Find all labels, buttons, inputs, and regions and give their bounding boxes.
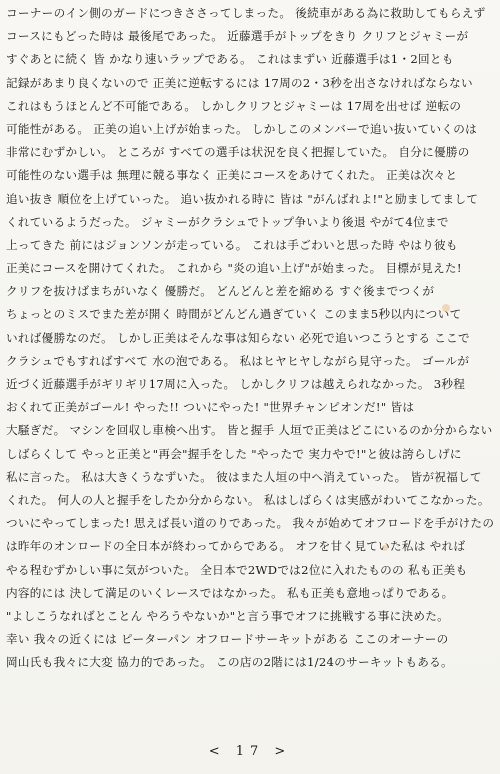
text-line: 追い抜き 順位を上げていった。 追い抜かれる時に 皆は "がんばれよ!"と励ましてまして: [6, 191, 479, 206]
text-line: 非常にむずかしい。 ところが すべての選手は状況を良く把握していた。 自分に優勝の: [6, 145, 470, 160]
text-line: これはもうほとんど不可能である。 しかしクリフとジャミーは 17周を出せば 逆転の: [6, 98, 462, 113]
text-line: 近づく近藤選手がギリギリ17周に入った。 しかしクリフは越えられなかった。 3秒程: [6, 377, 466, 391]
text-line: クラシュでもすればすべて 水の泡である。 私はヒヤヒヤしながら見守った。 ゴールが: [6, 353, 470, 368]
text-line: しばらくして やっと正美と"再会"握手をした "やったで 実力やで!"と彼は誇らしげに: [6, 446, 462, 461]
text-line: 可能性のない選手は 無理に競る事なく 正美にコースをあけてくれた。 正美は次々と: [6, 168, 458, 183]
text-line: クリフを抜けばまちがいなく 優勝だ。 どんどんと差を縮める すぐ後までつくが: [6, 284, 435, 299]
text-line: 幸い 我々の近くには ピーターパン オフロードサーキットがある ここのオーナーの: [6, 632, 449, 647]
text-line: コースにもどった時は 最後尾であった。 近藤選手がトップをきり クリフとジャミーが: [6, 29, 469, 44]
body-text: [6, 2, 496, 674]
text-line: くれた。 何人の人と握手をしたか分からない。 私はしばらくは実感がわいてこなかった。: [6, 492, 490, 507]
page-number: < 17 >: [208, 744, 292, 759]
text-line: 記録があまり良くないので 正美に逆転するには 17周の2・3秒を出さなければならない: [6, 75, 473, 90]
text-line: 岡山氏も我々に大変 協力的であった。 この店の2階には1/24のサーキットもある。: [6, 655, 453, 670]
text-line: くれているようだった。 ジャミーがクラシュでトップ争いより後退 やがて4位まで: [6, 214, 449, 229]
text-line: コーナーのイン側のガードにつきささってしまった。 後続車がある為に救助してもらえず: [6, 6, 486, 20]
text-line: すぐあとに続く 皆 かなり速いラップである。 これはまずい 近藤選手は1・2回とも: [6, 52, 454, 67]
text-line: "よしこうなればとことん やろうやないか"と言う事でオフに挑戦する事に決めた。: [6, 608, 450, 623]
text-line: 内容的には 決して満足のいくレースではなかった。 私も正美も意地っぱりである。: [6, 585, 454, 600]
text-line: ついにやってしまった! 思えば長い道のりであった。 我々が始めてオフロードを手がけたの: [6, 516, 495, 531]
text-line: ちょっとのミスでまた差が開く 時間がどんどん過ぎていく このまま5秒以内について: [6, 307, 462, 322]
text-line: 正美にコースを開けてくれた。 これから "炎の追い上げ"が始まった。 目標が見えた!: [6, 261, 462, 276]
text-line: 可能性がある。 正美の追い上げが始まった。 しかしこのメンバーで追い抜いていくのは: [6, 121, 478, 136]
text-line: は昨年のオンロードの全日本が終わってからである。 オフを甘く見ていた私は やれば: [6, 539, 466, 554]
text-line: 大騒ぎだ。 マシンを回収し車検へ出す。 皆と握手 人垣で正美はどこにいるのか分からない: [6, 423, 493, 438]
text-line: 私に言った。 私は大きくうなずいた。 彼はまた人垣の中へ消えていった。 皆が祝福して: [6, 469, 482, 484]
text-line: おくれて正美がゴール! やった!! ついにやった! "世界チャンピオンだ!" 皆は: [6, 400, 415, 415]
text-line: 上ってきた 前にはジョンソンが走っている。 これは手ごわいと思った時 やはり彼も: [6, 237, 458, 252]
text-line: やる程むずかしい事に気がついた。 全日本で2WDでは2位に入れたものの 私も正美も: [6, 562, 468, 577]
text-line: いれば優勝なのだ。 しかし正美はそんな事は知らない 必死で追いつこうとする ここで: [6, 330, 470, 345]
